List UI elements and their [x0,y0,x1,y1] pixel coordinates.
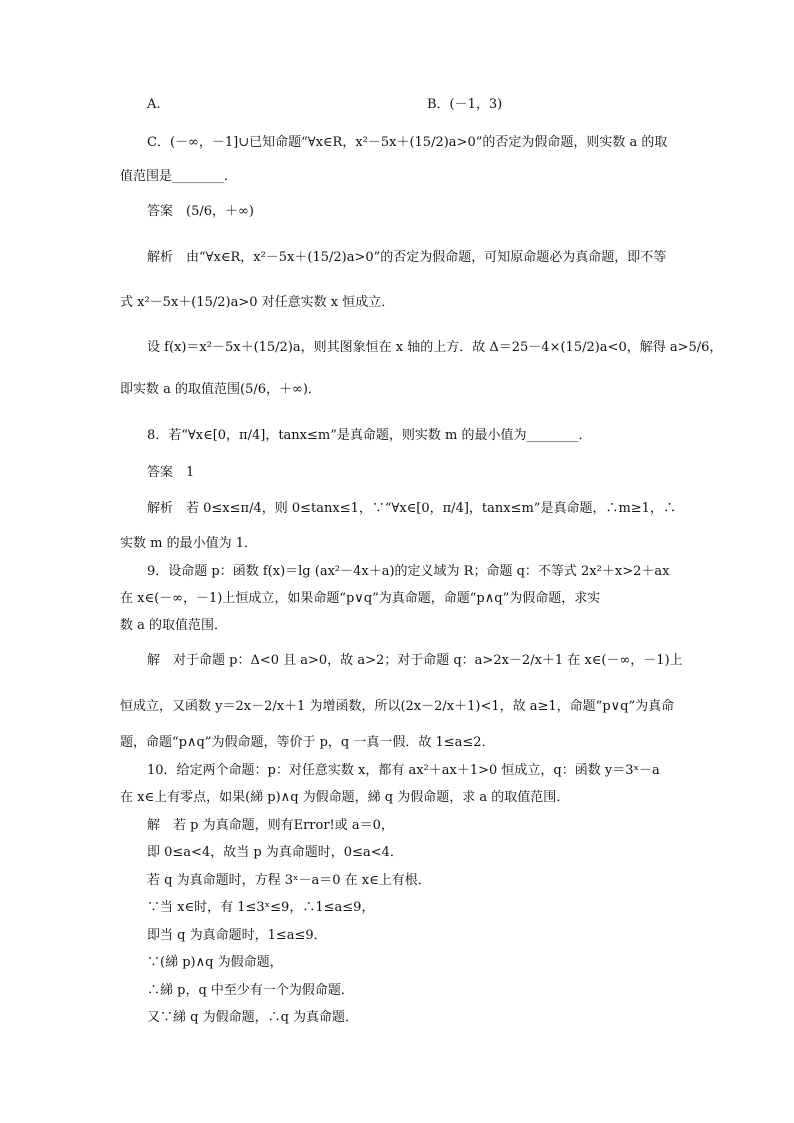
text-line-24: ∵当 x∈时，有 1≤3ˣ≤9，∴1≤a≤9， [147,900,375,915]
text-line-23: 若 q 为真命题时，方程 3ˣ－a＝0 在 x∈上有根． [147,873,431,888]
text-line-3: 值范围是________． [120,169,238,184]
text-line-16: 解 对于命题 p：Δ<0 且 a>0，故 a>2；对于命题 q：a>2x－2/x＋1 在 x∈(－∞，－1)上 [147,653,683,668]
text-line-8: 即实数 a 的取值范围(5/6，＋∞)． [120,382,321,397]
text-line-14: 在 x∈(－∞，－1)上恒成立，如果命题“p∨q”为真命题，命题“p∧q”为假命题，求实 [120,591,601,606]
text-line-10: 答案 1 [147,465,195,480]
text-line-15: 数 a 的取值范围． [120,618,228,633]
text-line-12: 实数 m 的最小值为 1． [120,536,257,551]
text-line-4: 答案 (5/6，＋∞) [147,204,254,219]
text-line-22: 即 0≤a<4，故当 p 为真命题时，0≤a<4． [147,845,403,860]
text-line-11: 解析 若 0≤x≤π/4，则 0≤tanx≤1，∵“∀x∈[0，π/4]，tanx≤m”是真命题，∴m≥1，∴ [147,501,676,516]
text-line-9: 8．若“∀x∈[0，π/4]，tanx≤m”是真命题，则实数 m 的最小值为________． [147,428,592,443]
text-line-6: 式 x²－5x＋(15/2)a>0 对任意实数 x 恒成立． [120,295,395,310]
text-line-27: ∴綈 p，q 中至少有一个为假命题． [147,983,354,998]
text-line-17: 恒成立，又函数 y＝2x－2/x＋1 为增函数，所以(2x－2/x＋1)<1，故 a≥1，命题“p∨q”为真命 [120,699,675,714]
text-line-2: C．(－∞，－1]∪已知命题“∀x∈R，x²－5x＋(15/2)a>0”的否定为假命题，则实数 a 的取 [147,135,668,150]
option-b: B．(－1，3) [427,97,503,112]
text-line-7: 设 f(x)＝x²－5x＋(15/2)a，则其图象恒在 x 轴的上方．故 Δ＝25－4×(15/2)a<0，解得 a>5/6， [147,340,723,355]
text-line-5: 解析 由“∀x∈R，x²－5x＋(15/2)a>0”的否定为假命题，可知原命题必为真命题，即不等 [147,250,667,265]
text-line-25: 即当 q 为真命题时，1≤a≤9． [147,928,327,943]
text-line-19: 10．给定两个命题：p：对任意实数 x，都有 ax²＋ax＋1>0 恒成立，q：函数 y＝3ˣ－a [147,763,660,778]
text-line-26: ∵(綈 p)∧q 为假命题， [147,955,283,970]
text-line-21: 解 若 p 为真命题，则有Error!或 a＝0， [147,818,394,833]
text-line-18: 题，命题“p∧q”为假命题，等价于 p，q 一真一假．故 1≤a≤2． [120,735,495,750]
text-line-13: 9．设命题 p：函数 f(x)＝lg (ax²－4x＋a)的定义域为 R；命题 q：不等式 2x²＋x>2＋ax [147,564,670,579]
text-line-1: A. B．(－1，3) [147,97,503,112]
text-line-28: 又∵綈 q 为假命题，∴q 为真命题． [147,1010,359,1025]
text-line-20: 在 x∈上有零点，如果(綈 p)∧q 为假命题，綈 q 为假命题，求 a 的取值范围． [120,790,570,805]
